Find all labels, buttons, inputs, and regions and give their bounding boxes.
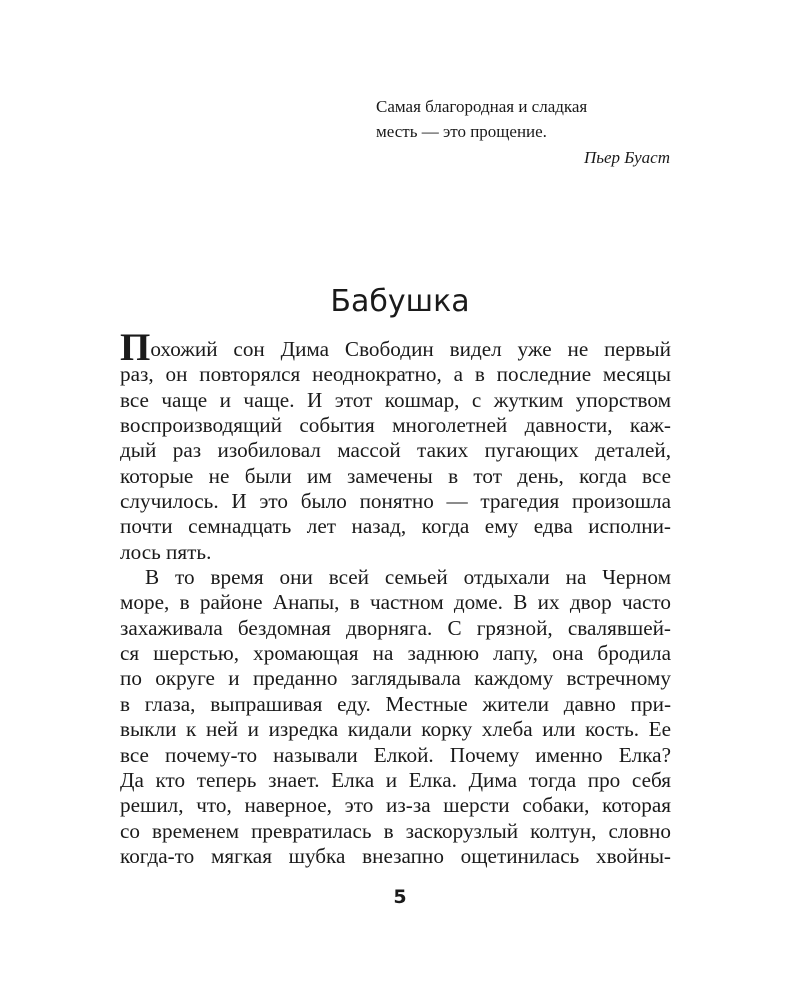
- epigraph-line: месть — это прощение.: [376, 122, 547, 141]
- paragraph-1: [120, 326, 671, 565]
- text-line: которые не были им замечены в тот день, когда все: [120, 463, 671, 488]
- text-line: когда-то мягкая шубка внезапно ощетинилась хвойны-: [120, 843, 671, 868]
- text-line: В то время они всей семьей отдыхали на Черном: [145, 565, 671, 590]
- page-number: 5: [393, 886, 407, 908]
- chapter-title: Бабушка: [330, 284, 470, 319]
- first-line-text: охожий сон Дима Свободин видел уже не первый: [150, 337, 671, 361]
- text-line: решил, что, наверное, это из-за шерсти собаки, которая: [120, 793, 671, 818]
- text-line: случилось. И это было понятно — трагедия произошла: [120, 489, 671, 514]
- text-line: захаживала бездомная дворняга. С грязной, свалявшей-: [120, 615, 671, 640]
- text-line: по округе и преданно заглядывала каждому встречному: [120, 666, 671, 691]
- text-line: воспроизводящий события многолетней давности, каж-: [120, 413, 671, 438]
- text-line: выкли к ней и изредка кидали корку хлеба или кость. Ее: [120, 717, 671, 742]
- epigraph-author: Пьер Буаст: [584, 148, 670, 167]
- epigraph-line: Самая благородная и сладкая: [376, 97, 588, 116]
- text-line: ся шерстью, хромающая на заднюю лапу, она бродила: [120, 641, 671, 666]
- text-line: море, в районе Анапы, в частном доме. В их двор часто: [120, 590, 671, 615]
- text-line: [120, 326, 671, 369]
- text-line: дый раз изобиловал массой таких пугающих деталей,: [120, 438, 671, 463]
- text-line: раз, он повторялся неоднократно, а в последние месяцы: [120, 362, 671, 387]
- drop-cap: П: [120, 326, 151, 369]
- text-line: почти семнадцать лет назад, когда ему едва исполни-: [120, 514, 671, 539]
- text-line: все чаще и чаще. И этот кошмар, с жутким упорством: [120, 387, 671, 412]
- paragraph-2: [120, 565, 671, 869]
- text-line: Да кто теперь знает. Елка и Елка. Дима тогда про себя: [120, 767, 671, 792]
- text-line: со временем превратилась в заскорузлый колтун, словно: [120, 818, 671, 843]
- body-text: [120, 326, 671, 869]
- text-line: все почему-то называли Елкой. Почему именно Елка?: [120, 742, 671, 767]
- text-line: лось пять.: [120, 539, 212, 564]
- epigraph: [376, 94, 676, 170]
- text-line: в глаза, выпрашивая еду. Местные жители давно при-: [120, 691, 671, 716]
